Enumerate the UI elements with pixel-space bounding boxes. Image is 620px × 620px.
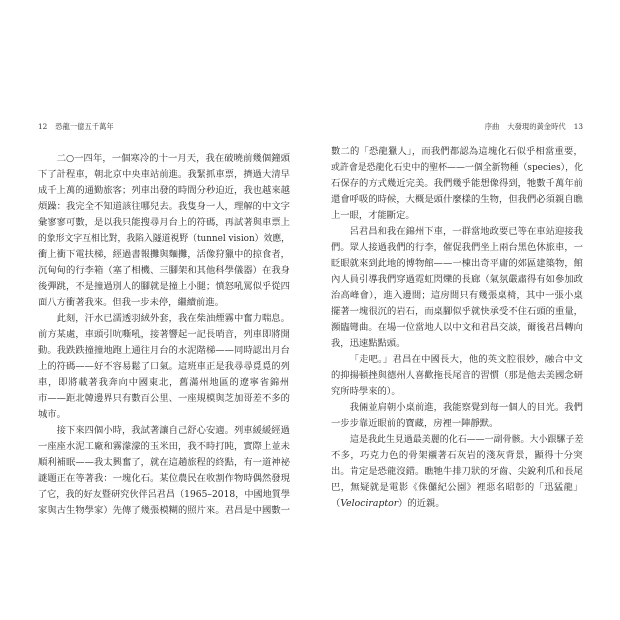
line-text: 下了計程車，朝北京中央車站前進。我緊抓車票，擠過大清早 bbox=[38, 169, 290, 180]
text-line bbox=[38, 215, 290, 231]
line-text: 內人員引導我們穿過霓虹閃爍的長廊（氣氛嚴肅得有如參加政 bbox=[331, 274, 583, 285]
line-text: 謎題正在等著我：一塊化石。某位農民在收割作物時偶然發現 bbox=[38, 473, 290, 484]
line-text: 車，即將載著我奔向中國東北，舊滿州地區的遼寧省錦州 bbox=[38, 377, 290, 388]
text-line bbox=[331, 400, 583, 416]
line-text: 巴，無疑就是電影《侏儸紀公園》裡惡名昭彰的「迅猛龍」 bbox=[331, 482, 583, 493]
line-text: 此刻，汗水已濡透羽絨外套，我在柴油煙霧中奮力喘息。 bbox=[56, 313, 290, 324]
line-text: 的抑揚頓挫與德州人喜歡拖長尾音的習慣（那是他去美國念研 bbox=[331, 370, 583, 381]
text-line bbox=[38, 503, 290, 519]
text-line bbox=[38, 151, 290, 167]
line-text: 出。肯定是恐龍沒錯。瞧牠牛排刀狀的牙齒、尖銳利爪和長尾 bbox=[331, 466, 583, 477]
text-line bbox=[38, 439, 290, 455]
line-text: 一步步靠近眼前的寶藏，房裡一陣靜默。 bbox=[331, 418, 499, 429]
line-text: 接下來四個小時，我試著讓自己舒心安適。列車緩緩經過 bbox=[56, 425, 290, 436]
line-text: 這是我此生見過最美麗的化石——一副骨骸。大小跟騾子差 bbox=[349, 434, 583, 445]
book-title: 恐龍一億五千萬年 bbox=[55, 122, 114, 131]
text-line bbox=[331, 224, 583, 240]
paragraph bbox=[331, 400, 583, 432]
paragraph bbox=[331, 144, 583, 224]
text-line bbox=[38, 327, 290, 343]
line-text: 後彈跳，不是撞過別人的腳就是撞上小腿；憤怒吼罵似乎從四 bbox=[38, 281, 290, 292]
text-line bbox=[331, 288, 583, 304]
paragraph bbox=[38, 151, 290, 311]
line-text: 彙寥寥可數，是以我只能搜尋月台上的符碼，再試著與車票上 bbox=[38, 217, 290, 228]
line-text: 成千上萬的通勤旅客；列車出發的時間分秒迫近，我也越來越 bbox=[38, 185, 290, 196]
line-text: 石保存的方式幾近完美。我們幾乎能想像得到，牠數千萬年前 bbox=[331, 178, 583, 189]
taxon-name: Velociraptor bbox=[340, 498, 399, 509]
line-text: 瀕臨彎曲。在場一位當地人以中文和君昌交談，爾後君昌轉向 bbox=[331, 322, 583, 333]
text-line bbox=[331, 208, 583, 224]
line-text: 的象形文字互相比對，我陷入隧道視野（tunnel vision）效應， bbox=[38, 233, 290, 244]
line-text: 「走吧。」君昌在中國長大，他的英文腔很妙，融合中文 bbox=[349, 354, 583, 365]
text-line bbox=[38, 231, 290, 247]
text-line bbox=[38, 247, 290, 263]
line-text: 一座座水泥工廠和霧濛濛的玉米田，我不時打盹，實際上並未 bbox=[38, 441, 290, 452]
text-line bbox=[38, 343, 290, 359]
text-line bbox=[331, 352, 583, 368]
text-line bbox=[38, 487, 290, 503]
paragraph bbox=[331, 352, 583, 400]
line-text: 家與古生物學家）先傳了幾張模糊的照片來。君昌是中國數一 bbox=[38, 505, 290, 516]
text-line bbox=[331, 160, 583, 176]
line-text: 數二的「恐龍獵人」，而我們都認為這塊化石似乎相當重要， bbox=[331, 146, 583, 157]
line-text: 城市。 bbox=[38, 409, 66, 420]
text-line bbox=[38, 279, 290, 295]
text-line bbox=[331, 192, 583, 208]
section-label: 序曲 bbox=[484, 122, 500, 131]
line-text: 面八方衝著我來。但我一步未停，繼續前進。 bbox=[38, 297, 224, 308]
text-line bbox=[331, 448, 583, 464]
line-text: 我倆並肩朝小桌前進，我能察覺到每一個人的目光。我們 bbox=[349, 402, 583, 413]
line-text: 煩躁：我完全不知道該往哪兒去。我隻身一人，理解的中文字 bbox=[38, 201, 290, 212]
text-line bbox=[38, 359, 290, 375]
text-line bbox=[38, 263, 290, 279]
running-header bbox=[485, 122, 583, 132]
text-line bbox=[331, 320, 583, 336]
line-text: 上一眼，才能斷定。 bbox=[331, 210, 415, 221]
line-text: 二○一四年，一個寒冷的十一月天，我在破曉前幾個鐘頭 bbox=[56, 153, 290, 164]
text-line bbox=[38, 183, 290, 199]
line-text: 我，迅速點點頭。 bbox=[331, 338, 406, 349]
line-text: 順利補眠——我太興奮了，就在這趟旅程的終點，有一道神祕 bbox=[38, 457, 290, 468]
text-line bbox=[38, 407, 290, 423]
page-number: 12 bbox=[38, 122, 48, 131]
paragraph bbox=[331, 432, 583, 512]
paragraph bbox=[38, 311, 290, 423]
paragraph bbox=[331, 224, 583, 352]
text-line bbox=[331, 304, 583, 320]
line-text: 們。眾人接過我們的行李，催促我們坐上兩台黑色休旅車，一 bbox=[331, 242, 583, 253]
text-line bbox=[331, 464, 583, 480]
line-text bbox=[331, 496, 445, 512]
line-text: 上的符碼——好不容易鬆了口氣。這班車正是我尋尋覓覓的列 bbox=[38, 361, 290, 372]
text-segment: ）的近親。 bbox=[398, 498, 445, 509]
line-text: 前方某處，車頭引吭嘶吼，接著響起一記長哨音，列車即將開 bbox=[38, 329, 290, 340]
paragraph bbox=[38, 423, 290, 519]
text-line bbox=[38, 471, 290, 487]
text-line bbox=[331, 432, 583, 448]
line-text: 了它，我的好友暨研究伙伴呂君昌（1965–2018，中國地質學 bbox=[38, 489, 290, 500]
chapter-title: 大發現的黃金時代 bbox=[507, 122, 566, 131]
text-line bbox=[38, 375, 290, 391]
body-text-column bbox=[331, 144, 583, 512]
text-line bbox=[331, 336, 583, 352]
text-line bbox=[331, 240, 583, 256]
line-text: 沉甸甸的行李箱（塞了相機、三腳架和其他科學儀器）在我身 bbox=[38, 265, 290, 276]
line-text: 治高峰會），進入邊間；這房間只有幾張桌椅，其中一張小桌 bbox=[331, 290, 583, 301]
right-page bbox=[310, 0, 620, 620]
line-text: 還會呼吸的時候，大概是頭什麼樣的生物，但我們必須親自瞧 bbox=[331, 194, 583, 205]
line-text: 擺著一塊很沉的岩石，而桌腳似乎就快承受不住石頭的重量， bbox=[331, 306, 583, 317]
text-line bbox=[38, 295, 290, 311]
line-text: 眨眼就來到此地的博物館——一棟出奇平庸的郊區建築物，館 bbox=[331, 258, 583, 269]
text-line bbox=[331, 176, 583, 192]
line-text: 市——距北韓邊界只有數百公里、一座規模與芝加哥差不多的 bbox=[38, 393, 290, 404]
text-line bbox=[331, 368, 583, 384]
line-text: 呂君昌和我在錦州下車，一群當地政要已等在車站迎接我 bbox=[349, 226, 583, 237]
text-line bbox=[331, 480, 583, 496]
body-text-column bbox=[38, 151, 290, 519]
text-line bbox=[38, 455, 290, 471]
text-line bbox=[331, 256, 583, 272]
running-header bbox=[38, 122, 114, 132]
text-line bbox=[38, 311, 290, 327]
text-line bbox=[38, 391, 290, 407]
text-line bbox=[331, 416, 583, 432]
page-number: 13 bbox=[573, 122, 583, 131]
text-line bbox=[38, 167, 290, 183]
line-text: 衝上衝下電扶梯，經過書報攤與麵攤，活像狩獵中的掠食者， bbox=[38, 249, 290, 260]
line-text: 或許會是恐龍化石史中的聖杯——一個全新物種（species），化 bbox=[331, 162, 583, 173]
line-text: 究所時學來的）。 bbox=[331, 386, 401, 397]
text-line bbox=[331, 496, 583, 512]
text-line bbox=[331, 384, 583, 400]
text-line bbox=[331, 144, 583, 160]
text-segment: （ bbox=[331, 498, 341, 509]
text-line bbox=[331, 272, 583, 288]
text-line bbox=[38, 423, 290, 439]
text-line bbox=[38, 199, 290, 215]
line-text: 動。我跌跌撞撞地跑上通往月台的水泥階梯——同時認出月台 bbox=[38, 345, 290, 356]
line-text: 不多，巧克力色的骨架襯著石灰岩的淺灰背景，顯得十分突 bbox=[331, 450, 583, 461]
